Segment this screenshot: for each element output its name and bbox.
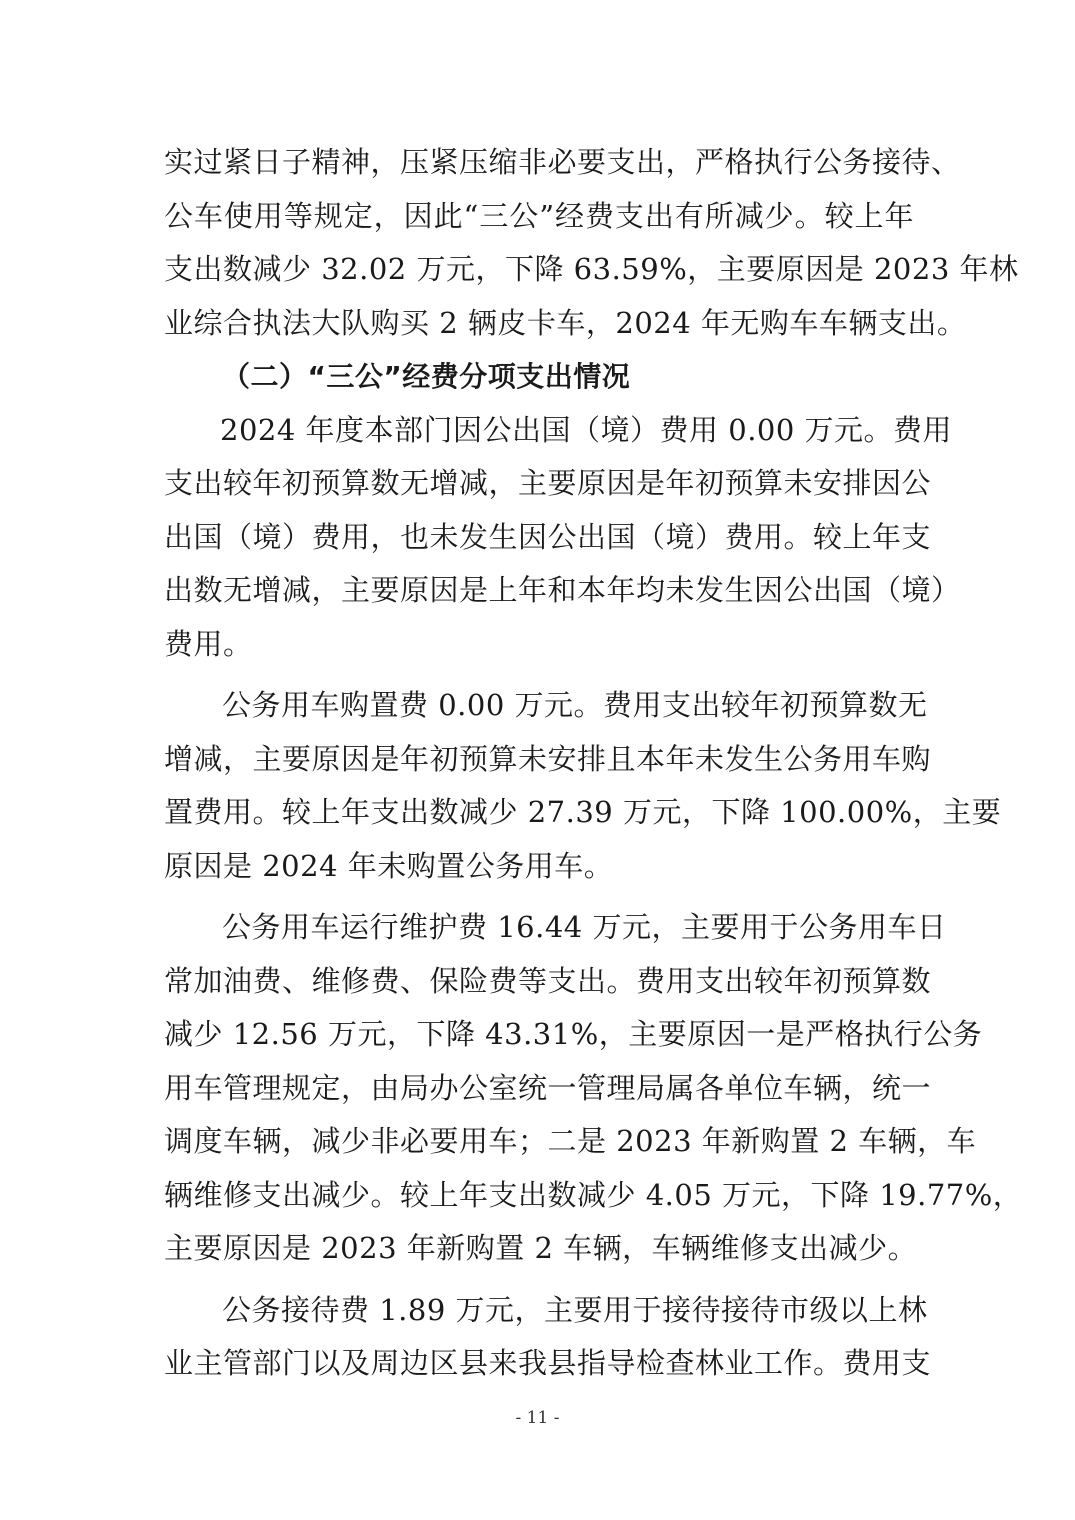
text-line: 公务用车购置费 0.00 万元。费用支出较年初预算数无 <box>222 688 928 722</box>
text-line: 出数无增减，主要原因是上年和本年均未发生因公出国（境） <box>164 573 961 607</box>
paragraph <box>164 1284 932 1391</box>
text-line: 业综合执法大队购买 2 辆皮卡车，2024 年无购车车辆支出。 <box>164 305 967 340</box>
section-heading: （二）“三公”经费分项支出情况 <box>222 360 631 393</box>
text-line: 减少 12.56 万元，下降 43.31%，主要原因一是严格执行公务 <box>164 1017 983 1051</box>
paragraph <box>164 901 1023 1276</box>
document-body <box>164 136 1023 1391</box>
paragraph <box>164 679 1002 893</box>
text-line: 公车使用等规定，因此“三公”经费支出有所减少。较上年 <box>164 198 914 233</box>
paragraph <box>164 136 1019 350</box>
text-line: 用车管理规定，由局办公室统一管理局属各单位车辆，统一 <box>164 1070 932 1105</box>
text-line: 支出较年初预算数无增减，主要原因是年初预算未安排因公 <box>164 466 932 500</box>
text-line: 常加油费、维修费、保险费等支出。费用支出较年初预算数 <box>164 963 932 998</box>
text-line: 2024 年度本部门因公出国（境）费用 0.00 万元。费用 <box>220 412 953 447</box>
text-line: 费用。 <box>164 626 253 661</box>
text-line: 公务用车运行维护费 16.44 万元，主要用于公务用车日 <box>222 910 947 944</box>
page-number: - 11 - <box>515 1408 560 1428</box>
text-line: 主要原因是 2023 年新购置 2 车辆，车辆维修支出减少。 <box>164 1231 918 1265</box>
paragraph-gap <box>164 1276 914 1284</box>
text-line: 出国（境）费用，也未发生因公出国（境）费用。较上年支 <box>164 519 932 554</box>
text-line: 辆维修支出减少。较上年支出数减少 4.05 万元，下降 19.77%， <box>164 1177 1023 1212</box>
text-line: 公务接待费 1.89 万元，主要用于接待接待市级以上林 <box>222 1292 928 1327</box>
paragraph <box>164 404 961 672</box>
text-line: 支出数减少 32.02 万元，下降 63.59%，主要原因是 2023 年林 <box>164 252 1019 286</box>
text-line: 置费用。较上年支出数减少 27.39 万元，下降 100.00%，主要 <box>164 795 1002 829</box>
text-line: 增减，主要原因是年初预算未安排且本年未发生公务用车购 <box>164 741 932 776</box>
paragraph-gap <box>164 671 914 679</box>
text-line: 调度车辆，减少非必要用车；二是 2023 年新购置 2 车辆，车 <box>164 1124 977 1158</box>
text-line: 业主管部门以及周边区县来我县指导检查林业工作。费用支 <box>164 1346 932 1380</box>
text-line: 实过紧日子精神，压紧压缩非必要支出，严格执行公务接待、 <box>164 145 961 179</box>
text-line: 原因是 2024 年未购置公务用车。 <box>164 848 614 883</box>
paragraph-gap <box>164 893 914 901</box>
